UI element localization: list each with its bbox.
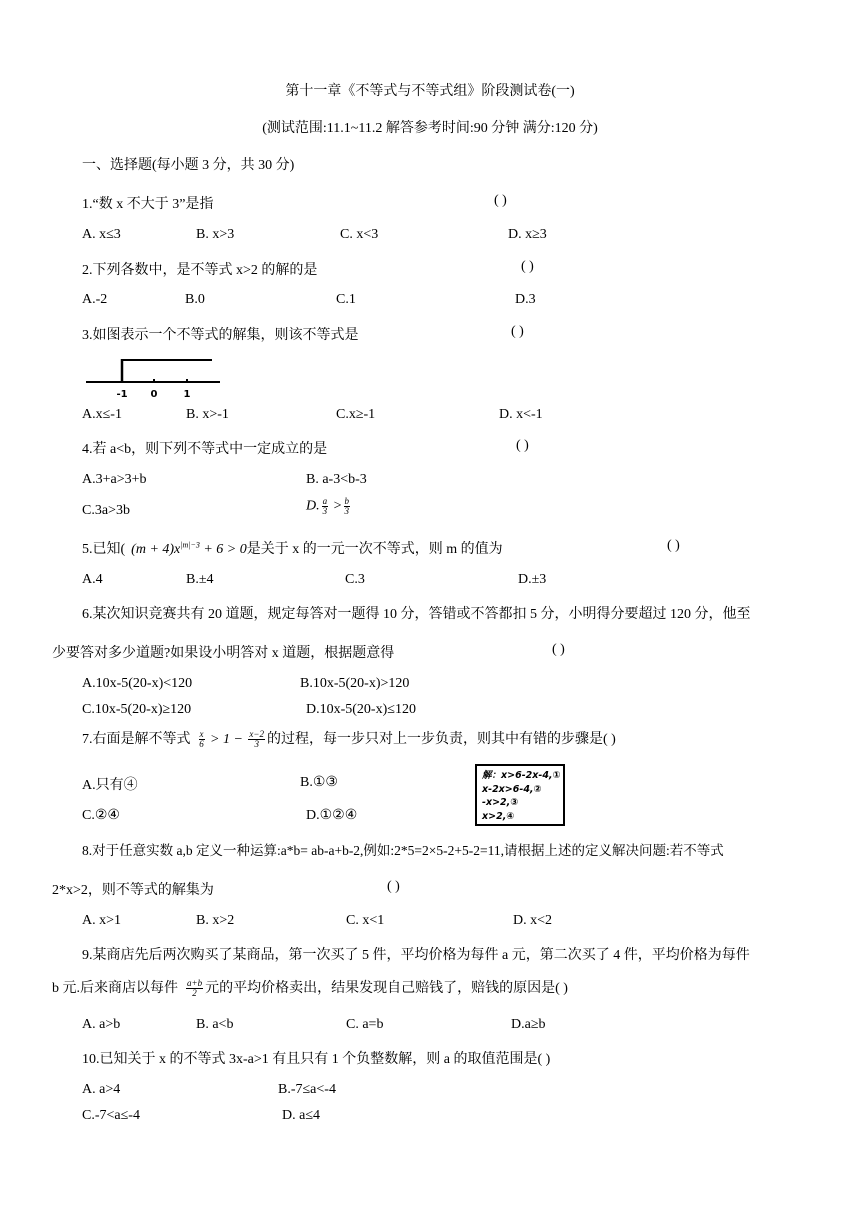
- q2-option-a: A.-2: [82, 292, 108, 307]
- q8-answer-blank: ( ): [387, 879, 400, 894]
- q8-option-c: C. x<1: [346, 913, 385, 928]
- q10-option-b: B.-7≤a<-4: [278, 1082, 336, 1097]
- q7-option-d: D.①②④: [306, 808, 358, 823]
- q8-option-b: B. x>2: [196, 913, 235, 928]
- q4-option-d: D. $\frac{a}{3}$ > $\frac{b}{3}$: [306, 496, 350, 516]
- q5-stem: 5.已知( $(m + 4)x^{|m|-3} + 6 > 0$是关于 x 的一元一次不等式，则 m 的值为: [82, 540, 503, 557]
- q2-option-c: C.1: [336, 292, 356, 307]
- q2-answer-blank: ( ): [521, 259, 534, 274]
- q6-option-a: A.10x-5(20-x)<120: [82, 676, 193, 691]
- q5-option-c: C.3: [345, 572, 365, 587]
- solution-step-2: x-2x>6-4,②: [482, 783, 542, 795]
- q6-stem-line1: 6.某次知识竞赛共有 20 道题，规定每答对一题得 10 分，答错或不答都扣 5 分，小明得分要超过 120 分，他至: [82, 607, 751, 622]
- q6-option-d: D.10x-5(20-x)≤120: [306, 702, 416, 717]
- q5-option-b: B.±4: [186, 572, 214, 587]
- q2-option-b: B.0: [185, 292, 205, 307]
- q7-solution-box: [475, 764, 565, 826]
- q3-option-a: A.x≤-1: [82, 407, 122, 422]
- solution-step-3: -x>2,③: [482, 797, 519, 808]
- q10-option-c: C.-7<a≤-4: [82, 1108, 140, 1123]
- q8-option-d: D. x<2: [513, 913, 553, 928]
- q1-option-c: C. x<3: [340, 227, 379, 242]
- tick-label-0: 0: [150, 389, 158, 400]
- q5-answer-blank: ( ): [667, 538, 680, 553]
- q7-option-b: B.①③: [300, 775, 338, 790]
- q8-stem-line2: 2*x>2，则不等式的解集为: [52, 883, 214, 898]
- q4-option-a: A.3+a>3+b: [82, 472, 147, 487]
- q9-option-b: B. a<b: [196, 1017, 234, 1032]
- q10-stem: 10.已知关于 x 的不等式 3x-a>1 有且只有 1 个负整数解，则 a 的取值范围是( ): [82, 1052, 551, 1067]
- q1-answer-blank: ( ): [494, 193, 507, 208]
- tick-label-1: 1: [183, 389, 191, 400]
- q5-option-d: D.±3: [518, 572, 547, 587]
- q6-stem-line2: 少要答对多少道题?如果设小明答对 x 道题，根据题意得: [52, 646, 395, 661]
- page-title: 第十一章《不等式与不等式组》阶段测试卷(一): [285, 84, 575, 99]
- q3-stem: 3.如图表示一个不等式的解集，则该不等式是: [82, 328, 359, 343]
- q5-option-a: A.4: [82, 572, 103, 587]
- q10-option-a: A. a>4: [82, 1082, 121, 1097]
- q9-stem-line2: b 元.后来商店以每件 $\frac{a+b}{2}$ 元的平均价格卖出，结果发现自己赔钱了，赔钱的原因是( ): [52, 978, 568, 999]
- q3-option-b: B. x>-1: [186, 407, 229, 422]
- page-subtitle: (测试范围:11.1~11.2 解答参考时间:90 分钟 满分:120 分): [262, 121, 598, 136]
- q1-option-a: A. x≤3: [82, 227, 121, 242]
- solution-step-1: 解：x>6-2x-4,①: [482, 770, 561, 781]
- tick-label-neg1: -1: [116, 389, 128, 400]
- number-line-figure: [84, 352, 224, 400]
- q8-option-a: A. x>1: [82, 913, 122, 928]
- q4-stem: 4.若 a<b，则下列不等式中一定成立的是: [82, 442, 328, 457]
- q4-answer-blank: ( ): [516, 438, 529, 453]
- q3-option-d: D. x<-1: [499, 407, 543, 422]
- q3-option-c: C.x≥-1: [336, 407, 376, 422]
- q1-stem: 1.“数 x 不大于 3”是指: [82, 197, 214, 212]
- solution-step-4: x>2,④: [482, 810, 515, 822]
- q1-option-b: B. x>3: [196, 227, 235, 242]
- q7-option-a: A.只有④: [82, 778, 138, 793]
- q9-option-d: D.a≥b: [511, 1017, 546, 1032]
- q1-option-d: D. x≥3: [508, 227, 547, 242]
- q9-option-a: A. a>b: [82, 1017, 121, 1032]
- q3-answer-blank: ( ): [511, 324, 524, 339]
- q7-option-c: C.②④: [82, 808, 120, 823]
- q6-answer-blank: ( ): [552, 642, 565, 657]
- q6-option-c: C.10x-5(20-x)≥120: [82, 702, 192, 717]
- q8-stem-line1: 8.对于任意实数 a,b 定义一种运算:a*b= ab-a+b-2,例如:2*5=2×5-2+5-2=11,请根据上述的定义解决问题:若不等式: [82, 843, 724, 858]
- q4-option-b: B. a-3<b-3: [306, 472, 367, 487]
- q4-option-c: C.3a>3b: [82, 503, 130, 518]
- q6-option-b: B.10x-5(20-x)>120: [300, 676, 410, 691]
- q9-stem-line1: 9.某商店先后两次购买了某商品，第一次买了 5 件，平均价格为每件 a 元，第二次买了 4 件，平均价格为每件: [82, 948, 750, 963]
- q7-stem: 7.右面是解不等式 $\frac{x}{6}$ > 1 − $\frac{x-2}{3}$ 的过程，每一步只对上一步负责，则其中有错的步骤是( ): [82, 729, 616, 750]
- q10-option-d: D. a≤4: [282, 1108, 321, 1123]
- q2-stem: 2.下列各数中，是不等式 x>2 的解的是: [82, 263, 318, 278]
- q9-option-c: C. a=b: [346, 1017, 384, 1032]
- section-heading: 一、选择题(每小题 3 分，共 30 分): [82, 158, 295, 173]
- q2-option-d: D.3: [515, 292, 536, 307]
